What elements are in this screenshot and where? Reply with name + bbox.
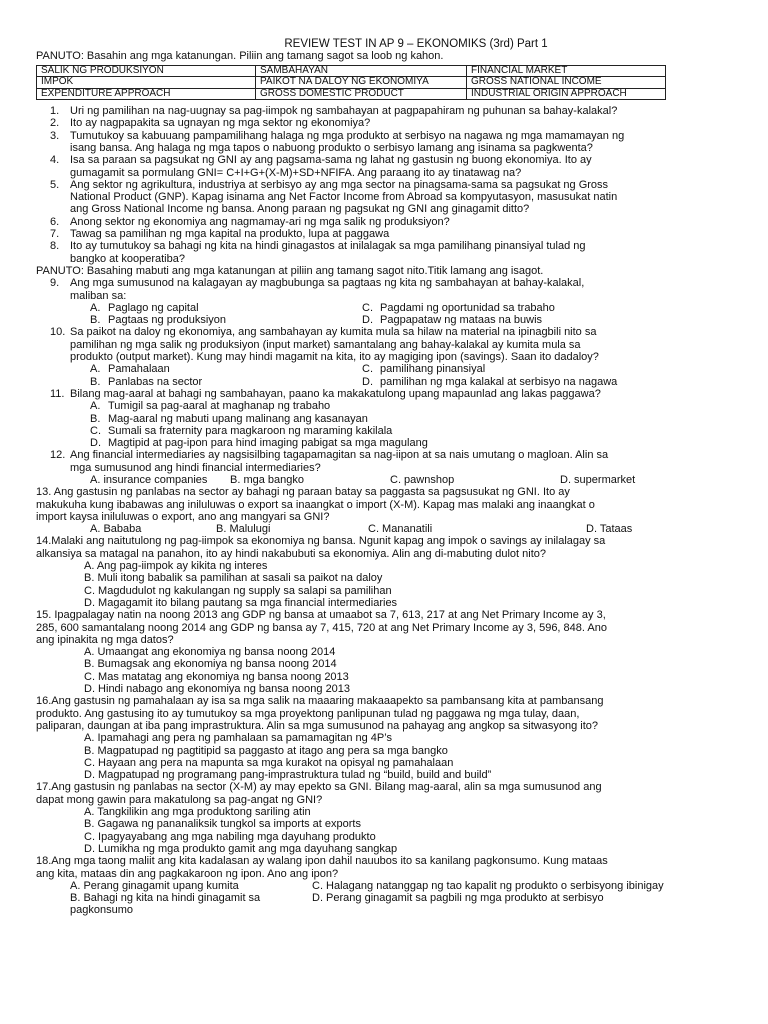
question-text: Ang mga sumusunod na kalagayan ay magbubunga sa pagtaas ng kita ng sambahayan at bahay-kalakal,: [70, 277, 585, 290]
option-letter: D.: [362, 375, 373, 388]
question-8: [36, 240, 736, 265]
question-text: Ang sektor ng agrikultura, industriya at serbisyo ay ang mga sector na pinagsama-sama sa pagsukat ng Gross: [70, 178, 609, 191]
options-q16: [36, 732, 736, 781]
question-text: maliban sa:: [70, 289, 127, 302]
choices-row: [37, 65, 666, 77]
question-number: 12.: [50, 449, 66, 462]
option: B. mga bangko: [230, 474, 304, 486]
option: [90, 425, 736, 437]
question-number: 7.: [50, 228, 60, 241]
option: D. supermarket: [560, 474, 636, 486]
option-letter: B.: [90, 314, 101, 327]
option-text: Sumali sa fraternity para magkaroon ng maraming kakilala: [108, 424, 393, 437]
answer-choices-box: [36, 65, 666, 101]
question-text: 18.Ang mga taong maliit ang kita kadalasan ay walang ipon dahil nauubos ito sa kanilang pagkonsumo. Kung mataas: [36, 855, 608, 868]
question-number: 9.: [50, 277, 60, 290]
option: D. Tataas: [586, 523, 633, 536]
question-number: 3.: [50, 129, 60, 142]
choices-row: [37, 77, 666, 89]
option: A. Bababa: [90, 523, 142, 536]
option: C. Hayaan ang pera na mapunta sa mga kurakot na opisyal ng pamahalaan: [84, 756, 454, 769]
option: [90, 376, 362, 388]
question-text: Tawag sa pamilihan ng mga kapital na produkto, lupa at paggawa: [70, 228, 390, 241]
option-text: Mag-aaral ng mabuti upang malinang ang kasanayan: [108, 412, 368, 425]
question-3: [36, 130, 736, 155]
options-q15: [36, 646, 736, 695]
option-text: Tumigil sa pag-aaral at maghanap ng trabaho: [108, 400, 331, 413]
option-letter: B.: [90, 412, 101, 425]
question-text: pamilihan ng mga salik ng produksiyon (input market) samantalang ang bahay-kalakal ay kumita mula sa: [70, 338, 581, 351]
option: A. Umaangat ang ekonomiya ng bansa noong 2014: [84, 646, 336, 659]
instruction-2: PANUTO: Basahing mabuti ang mga katanungan at piliin ang tamang sagot nito.Titik lamang ang isagot.: [36, 264, 544, 277]
page-title: REVIEW TEST IN AP 9 – EKONOMIKS (3rd) Part 1: [284, 38, 548, 50]
option: D. Lumikha ng mga produkto gamit ang mga dayuhang sangkap: [84, 842, 398, 855]
option: B. Bahagi ng kita na hindi ginagamit sa pagkonsumo: [70, 892, 261, 917]
question-number: 11.: [50, 387, 65, 400]
question-text: Anong sektor ng ekonomiya ang nagmamay-ari ng mga salik ng produksiyon?: [70, 215, 450, 228]
question-17: [36, 781, 736, 806]
option-letter: C.: [362, 301, 373, 314]
question-text: import kaysa iniluluwas o export, ano ang mangyari sa GNI?: [36, 510, 330, 523]
question-text: 17.Ang gastusin ng panlabas na sector (X-M) ay may epekto sa GNI. Bilang mag-aaral, alin sa mga sumusunod ang: [36, 781, 602, 794]
question-text: 16.Ang gastusin ng pamahalaan ay isa sa mga salik na maaaring makaaapekto sa pambansang kita at pambansang: [36, 695, 604, 708]
option-text: Panlabas na sector: [108, 375, 203, 388]
question-5: [36, 179, 736, 216]
question-10: [36, 326, 736, 363]
option-letter: A.: [90, 301, 101, 314]
option-letter: C.: [362, 363, 373, 376]
choice-cell: PAIKOT NA DALOY NG EKONOMIYA: [256, 77, 467, 89]
question-text: isang bansa. Ang halaga ng mga tapos o nabuong produkto o serbisyo lamang ang isinama sa pagkwenta?: [70, 141, 593, 154]
option: D. Perang ginagamit sa pagbili ng mga produkto at serbisyo: [312, 892, 604, 905]
option-text: Magtipid at pag-ipon para hind imaging pabigat sa mga magulang: [108, 437, 428, 450]
question-text: Uri ng pamilihan na nag-uugnay sa pag-iimpok ng sambahayan at pagpapahiram ng puhunan sa bahay-kalakal?: [70, 105, 618, 118]
option: B. Muli itong babalik sa pamilihan at sasali sa paikot na daloy: [84, 572, 383, 585]
options-q12: [36, 474, 736, 486]
option: C. Mananatili: [368, 523, 433, 536]
option: [90, 314, 362, 326]
question-number: 2.: [50, 117, 60, 130]
option: B. Gagawa ng pananaliksik tungkol sa imports at exports: [84, 818, 361, 831]
question-4: [36, 154, 736, 179]
question-text: paliparan, daungan at iba pang imprastruktura. Alin sa mga sumusunod na pahayag ang angkop sa sitwasyong ito?: [36, 719, 598, 732]
question-number: 1.: [50, 105, 60, 118]
option-letter: A.: [90, 400, 101, 413]
question-13: [36, 486, 736, 523]
option-text: Pagtaas ng produksiyon: [108, 314, 227, 327]
options-q18: [36, 880, 736, 917]
option: [362, 363, 662, 375]
option: A. Perang ginagamit upang kumita: [70, 879, 239, 892]
options-q10: [36, 363, 736, 388]
question-number: 8.: [50, 240, 60, 253]
option: C. Magdudulot ng kakulangan ng supply sa salapi sa pamilihan: [84, 584, 392, 597]
question-text: ang ipinakita ng mga datos?: [36, 633, 174, 646]
question-text: bangko at kooperatiba?: [70, 252, 185, 265]
question-16: [36, 695, 736, 732]
question-number: 4.: [50, 154, 60, 167]
choice-cell: GROSS DOMESTIC PRODUCT: [256, 88, 467, 100]
question-6: [36, 216, 736, 228]
question-12: [36, 449, 736, 474]
option: D. Magpatupad ng programang pang-imprastruktura tulad ng “build, build and build”: [84, 769, 492, 782]
question-text: dapat mong gawin para makatulong sa pag-angat ng GNI?: [36, 793, 323, 806]
question-number: 5.: [50, 178, 60, 191]
question-9: [36, 277, 736, 302]
question-number: 10.: [50, 326, 66, 339]
worksheet-page: [36, 38, 736, 917]
option-letter: B.: [90, 375, 101, 388]
option: [90, 302, 362, 314]
option: C. Ipagyayabang ang mga nabiling mga dayuhang produkto: [84, 830, 376, 843]
question-text: gumagamit sa pormulang GNI= C+I+G+(X-M)+SD+NFIFA. Ang paraang ito ay tinatawag na?: [70, 166, 522, 179]
option: A. Tangkilikin ang mga produktong sariling atin: [84, 806, 311, 819]
option: [90, 363, 362, 375]
option-letter: D.: [90, 437, 101, 450]
option: [90, 413, 736, 425]
option: B. Malulugi: [216, 523, 271, 536]
question-text: 15. Ipagpalagay natin na noong 2013 ang GDP ng bansa at umaabot sa 7, 613, 217 at ang Net Primary Income ay 3,: [36, 609, 606, 622]
question-text: 14.Malaki ang naitutulong ng pag-iimpok sa ekonomiya ng bansa. Ngunit kapag ang impok o savings ay inilalagay sa: [36, 535, 606, 548]
option: [362, 314, 662, 326]
option: B. Magpatupad ng pagtitipid sa paggasto at itago ang pera sa mga bangko: [84, 744, 448, 757]
question-1: [36, 105, 736, 117]
option: D. Hindi nabago ang ekonomiya ng bansa noong 2013: [84, 683, 351, 696]
identification-list: [36, 105, 736, 265]
question-text: produkto. Ang gastusing ito ay tumutukoy sa mga proyektong panlipunan tulad ng paggawa ng mga tulay, daan,: [36, 707, 580, 720]
option-text: pamilihang pinansiyal: [380, 363, 486, 376]
option: C. Halagang natanggap ng tao kapalit ng produkto o serbisyong ibinigay: [312, 879, 664, 892]
option: B. Bumagsak ang ekonomiya ng bansa noong 2014: [84, 658, 337, 671]
option: [90, 400, 736, 412]
question-text: National Product (GNP). Kapag isinama ang Net Factor Income from Abroad sa kompyutasyon, masusukat natin: [70, 191, 618, 204]
question-text: produkto (output market). Kung may hindi magamit na kita, ito ay magiging ipon (savings). Saan ito dadaloy?: [70, 351, 599, 364]
options-q14: [36, 560, 736, 609]
question-14: [36, 535, 736, 560]
question-number: 6.: [50, 215, 60, 228]
choice-cell: EXPENDITURE APPROACH: [37, 88, 256, 100]
question-2: [36, 117, 736, 129]
option: A. Ipamahagi ang pera ng pamhalaan sa pamamagitan ng 4P’s: [84, 732, 393, 745]
option: C. Mas matatag ang ekonomiya ng bansa noong 2013: [84, 670, 349, 683]
choice-cell: SALIK NG PRODUKSIYON: [37, 65, 256, 77]
question-text: 13. Ang gastusin ng panlabas na sector ay bahagi ng paraan batay sa paggasta sa pagsusukat ng GNI. Ito ay: [36, 486, 570, 499]
question-11: [36, 388, 736, 400]
instruction-1: PANUTO: Basahin ang mga katanungan. Piliin ang tamang sagot sa loob ng kahon.: [36, 50, 444, 63]
option-text: Pamahalaan: [108, 363, 170, 376]
option-letter: D.: [362, 314, 373, 327]
option-letter: A.: [90, 363, 101, 376]
options-q11: [36, 400, 736, 449]
choice-cell: GROSS NATIONAL INCOME: [467, 77, 666, 89]
question-18: [36, 855, 736, 880]
options-q13: [36, 523, 736, 535]
question-text: Bilang mag-aaral at bahagi ng sambahayan, paano ka makakatulong upang mapaunlad ang lakas paggawa?: [70, 387, 601, 400]
choice-cell: INDUSTRIAL ORIGIN APPROACH: [467, 88, 666, 100]
choice-cell: SAMBAHAYAN: [256, 65, 467, 77]
question-text: Isa sa paraan sa pagsukat ng GNI ay ang pagsama-sama ng lahat ng gastusin ng buong ekonomiya. Ito ay: [70, 154, 592, 167]
option: A. Ang pag-iimpok ay kikita ng interes: [84, 560, 268, 573]
question-text: ang Gross National Income ng bansa. Anong paraan ng pagsukat ng GNI ang ginagamit ditto?: [70, 203, 530, 216]
question-text: 285, 600 samantalang noong 2014 ang GDP ng bansa ay 7, 415, 720 at ang Net Primary Income ay 3, 596, 848. Ano: [36, 621, 607, 634]
question-text: mga sumusunod ang hindi financial intermediaries?: [70, 461, 321, 474]
option: [90, 437, 736, 449]
question-text: Ito ay tumutukoy sa bahagi ng kita na hindi ginagastos at inilalagak sa mga pamilihang pinansiyal tulad ng: [70, 240, 586, 253]
options-q9: [36, 302, 736, 327]
question-15: [36, 609, 736, 646]
option-text: Pagpapataw ng mataas na buwis: [380, 314, 543, 327]
choice-cell: FINANCIAL MARKET: [467, 65, 666, 77]
option: C. pawnshop: [390, 474, 455, 486]
option: [362, 302, 662, 314]
question-7: [36, 228, 736, 240]
option: D. Magagamit ito bilang pautang sa mga financial intermediaries: [84, 596, 398, 609]
question-text: alkansiya sa matagal na panahon, ito ay hindi nakabubuti sa ekonomiya. Alin ang di-mabuting dulot nito?: [36, 547, 547, 560]
option: [362, 376, 662, 388]
question-text: Tumutukoy sa kabuuang pampamilihang halaga ng mga produkto at serbisyo na nagawa ng mga mamamayan ng: [70, 129, 625, 142]
choice-cell: IMPOK: [37, 77, 256, 89]
question-text: ang kita, mataas din ang pagkakaroon ng ipon. Ano ang ipon?: [36, 867, 339, 880]
option-text: pamilihan ng mga kalakal at serbisyo na nagawa: [380, 375, 618, 388]
question-text: Ang financial intermediaries ay nagsisilbing tagapamagitan sa nag-iipon at sa nais umutang o magloan. Alin sa: [70, 449, 609, 462]
option-text: Pagdami ng oportunidad sa trabaho: [380, 301, 555, 314]
option: A. insurance companies: [90, 474, 208, 486]
option-text: Paglago ng capital: [108, 301, 199, 314]
option-letter: C.: [90, 424, 101, 437]
choices-row: [37, 88, 666, 100]
options-q17: [36, 806, 736, 855]
question-text: Ito ay nagpapakita sa ugnayan ng mga sektor ng ekonomiya?: [70, 117, 371, 130]
question-text: Sa paikot na daloy ng ekonomiya, ang sambahayan ay kumita mula sa hilaw na material na ipinagbili nito sa: [70, 326, 597, 339]
question-text: makukuha kung ibabawas ang iniluluwas o export sa inaangkat o import (X-M). Kapag mas malaki ang inaangkat o: [36, 498, 595, 511]
